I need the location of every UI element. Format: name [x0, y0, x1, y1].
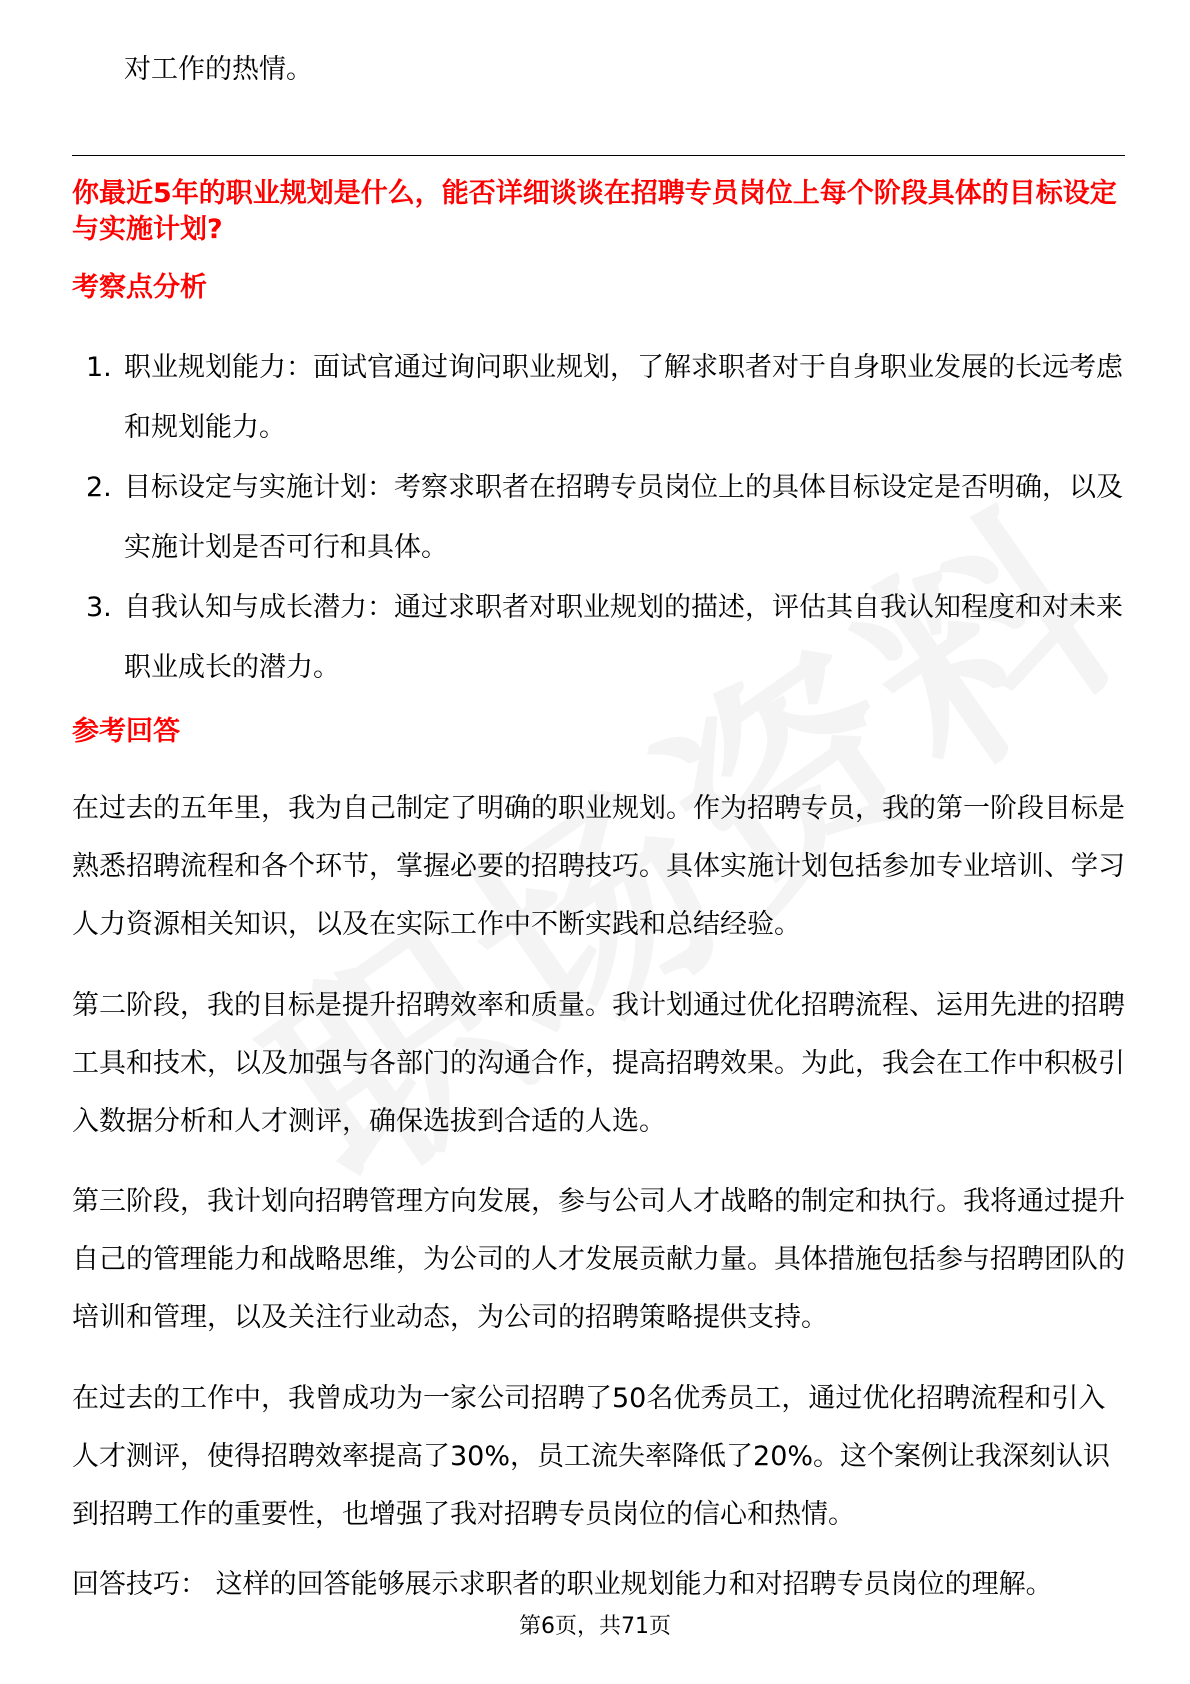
- continuation-text: 对工作的热情。: [124, 54, 313, 85]
- answer-paragraph: 第二阶段，我的目标是提升招聘效率和质量。我计划通过优化招聘流程、运用先进的招聘工具和技术，以及加强与各部门的沟通合作，提高招聘效果。为此，我会在工作中积极引入数据分析和人才测评，确保选拔到合适的人选。: [72, 990, 1125, 1137]
- answer-paragraph: 在过去的工作中，我曾成功为一家公司招聘了50名优秀员工，通过优化招聘流程和引入人才测评，使得招聘效率提高了30%，员工流失率降低了20%。这个案例让我深刻认识到招聘工作的重要性，也增强了我对招聘专员岗位的信心和热情。: [72, 1383, 1111, 1530]
- analysis-heading: 考察点分析: [72, 272, 207, 303]
- point-number: 1.: [86, 352, 112, 383]
- answer-paragraph: 在过去的五年里，我为自己制定了明确的职业规划。作为招聘专员，我的第一阶段目标是熟悉招聘流程和各个环节，掌握必要的招聘技巧。具体实施计划包括参加专业培训、学习人力资源相关知识，以及在实际工作中不断实践和总结经验。: [72, 793, 1125, 940]
- point-text: 自我认知与成长潜力：通过求职者对职业规划的描述，评估其自我认知程度和对未来职业成长的潜力。: [124, 592, 1123, 683]
- answer-paragraph: 第三阶段，我计划向招聘管理方向发展，参与公司人才战略的制定和执行。我将通过提升自己的管理能力和战略思维，为公司的人才发展贡献力量。具体措施包括参与招聘团队的培训和管理，以及关注行业动态，为公司的招聘策略提供支持。: [72, 1186, 1125, 1333]
- analysis-point: [86, 458, 1136, 578]
- section-divider: [72, 155, 1125, 156]
- answer-heading: 参考回答: [72, 716, 180, 747]
- analysis-point: [86, 338, 1136, 458]
- point-number: 3.: [86, 592, 112, 623]
- point-text: 目标设定与实施计划：考察求职者在招聘专员岗位上的具体目标设定是否明确，以及实施计划是否可行和具体。: [124, 472, 1123, 563]
- answer-tip: 回答技巧： 这样的回答能够展示求职者的职业规划能力和对招聘专员岗位的理解。: [72, 1569, 1053, 1600]
- page-number: 第6页，共71页: [519, 1614, 671, 1639]
- point-number: 2.: [86, 472, 112, 503]
- interview-question: 你最近5年的职业规划是什么，能否详细谈谈在招聘专员岗位上每个阶段具体的目标设定与实施计划?: [72, 178, 1117, 245]
- analysis-point: [86, 578, 1136, 698]
- point-text: 职业规划能力：面试官通过询问职业规划，了解求职者对于自身职业发展的长远考虑和规划能力。: [124, 352, 1123, 443]
